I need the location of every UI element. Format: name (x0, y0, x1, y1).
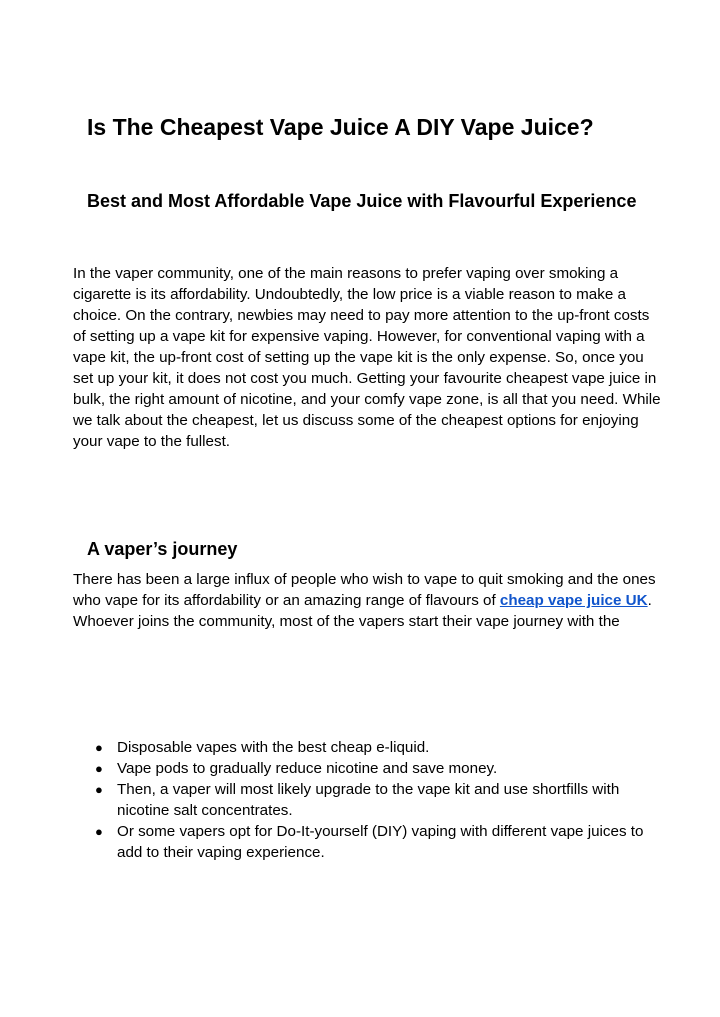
list-item-text: Then, a vaper will most likely upgrade to the vape kit and use shortfills with nicotine salt concentrates. (117, 781, 620, 819)
bullet-icon: ● (95, 824, 103, 839)
journey-paragraph (73, 569, 663, 632)
subtitle-heading: Best and Most Affordable Vape Juice with Flavourful Experience (87, 191, 637, 211)
intro-paragraph: In the vaper community, one of the main reasons to prefer vaping over smoking a cigarette is its affordability. Undoubtedly, the low price is a viable reason to make a choice. On the contrary, newbies may need to pay more attention to the up-front costs of setting up a vape kit for expensive vaping. However, for conventional vaping with a vape kit, the up-front cost of setting up the vape kit is the only expense. So, once you set up your kit, it does not cost you much. Getting your favourite cheapest vape juice in bulk, the right amount of nicotine, and your comfy vape zone, is all that you need. While we talk about the cheapest, let us discuss some of the cheapest options for enjoying your vape to the fullest. (73, 265, 661, 450)
list-item (95, 779, 655, 821)
bullet-icon: ● (95, 782, 103, 797)
section-heading-vapers-journey: A vaper’s journey (87, 539, 238, 559)
list-item (95, 758, 655, 779)
list-item (95, 821, 655, 863)
bullet-list (95, 737, 655, 863)
cheap-vape-juice-link[interactable]: cheap vape juice UK (499, 592, 648, 609)
bullet-icon: ● (95, 761, 103, 776)
list-item-text: Disposable vapes with the best cheap e-liquid. (117, 739, 430, 756)
list-item-text: Vape pods to gradually reduce nicotine and save money. (117, 760, 498, 777)
journey-text-before-link: There has been a large influx of people who wish to vape to quit smoking and the ones who vape for its affordability or an amazing range of flavours of (73, 571, 656, 609)
journey-text-after-link: . Whoever joins the community, most of the vapers start their vape journey with the (73, 592, 652, 630)
bullet-icon: ● (95, 740, 103, 755)
list-item-text: Or some vapers opt for Do-It-yourself (DIY) vaping with different vape juices to add to their vaping experience. (117, 823, 644, 861)
page-title: Is The Cheapest Vape Juice A DIY Vape Juice? (87, 114, 594, 140)
list-item (95, 737, 655, 758)
